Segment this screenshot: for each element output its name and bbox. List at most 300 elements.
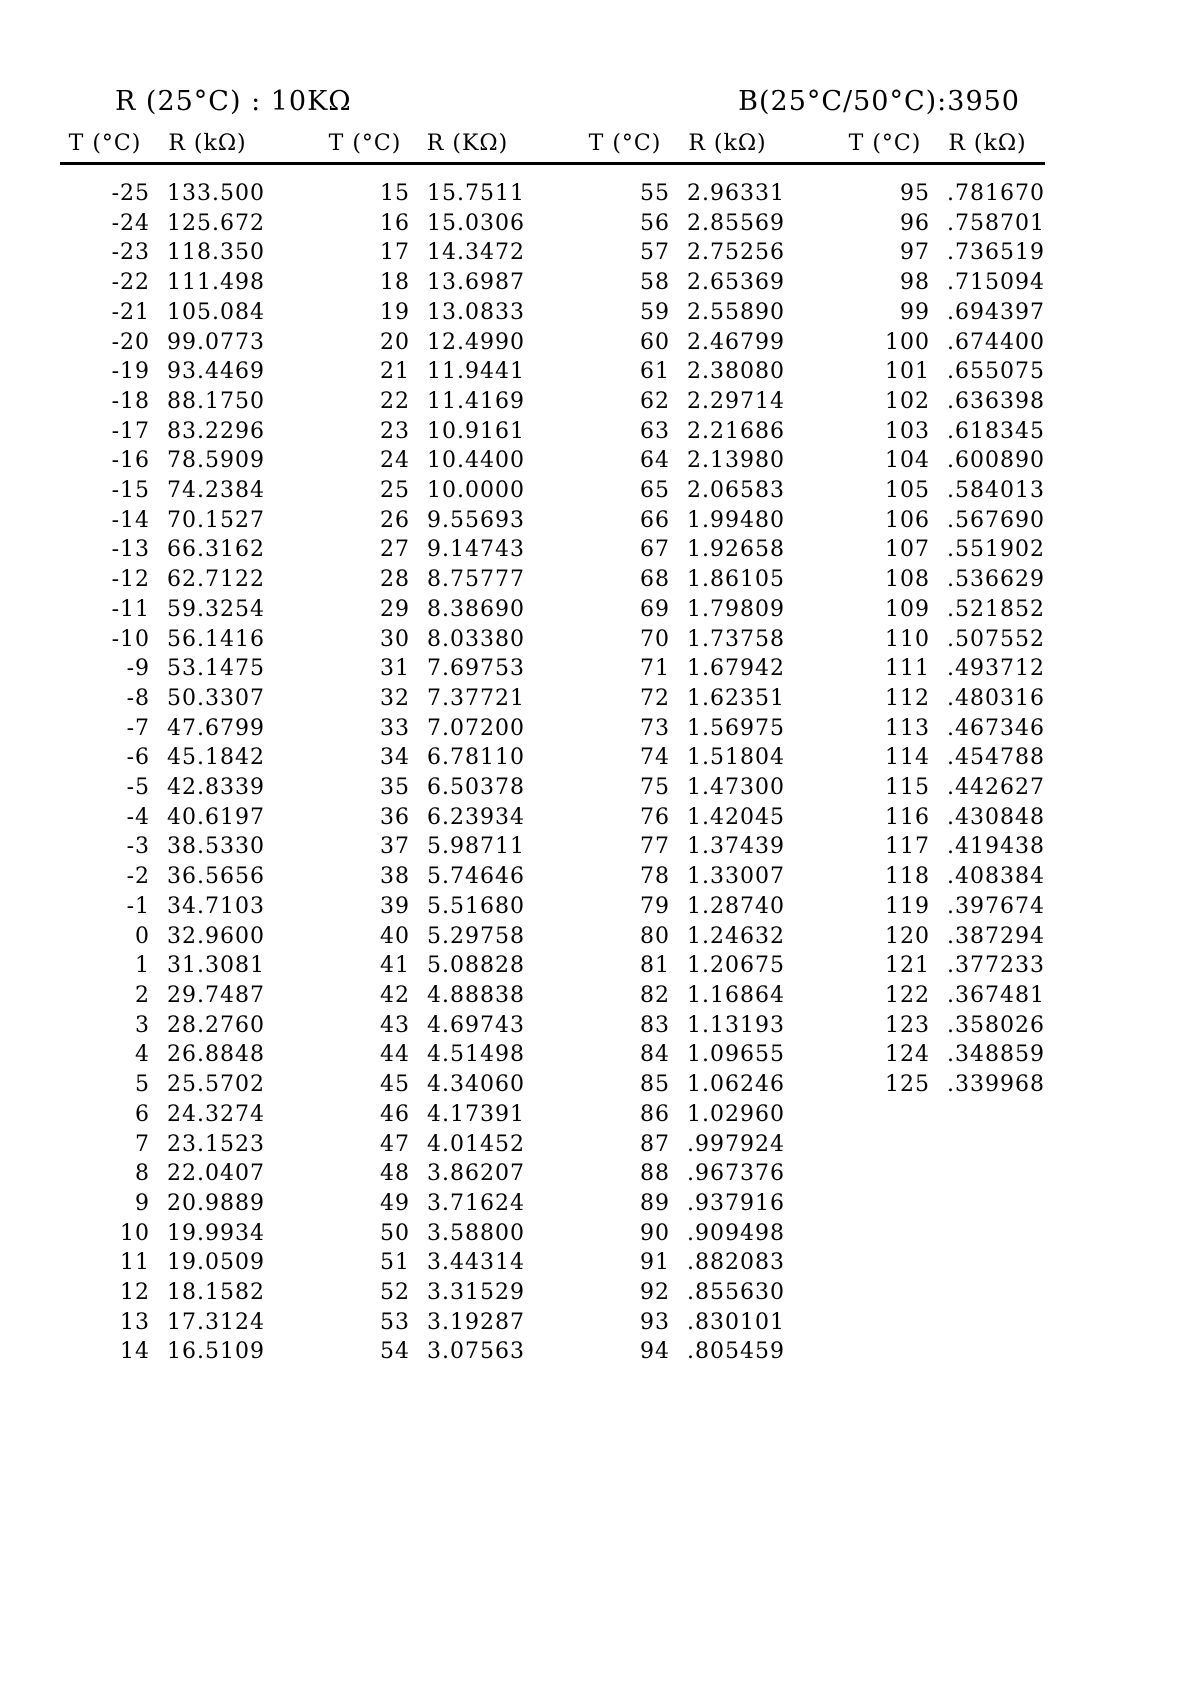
resistance-cell: 15.0306 (427, 210, 525, 236)
temp-cell: -15 (111, 478, 150, 504)
table-row (60, 1130, 1045, 1160)
temp-cell: 40 (380, 923, 410, 949)
temp-cell: -5 (126, 775, 150, 801)
temp-cell: -23 (111, 240, 150, 266)
resistance-cell: 3.86207 (427, 1161, 525, 1187)
resistance-cell: 1.47300 (687, 775, 785, 801)
resistance-cell: .882083 (687, 1250, 785, 1276)
table-body (60, 179, 1045, 1367)
temp-cell: 31 (380, 656, 410, 682)
resistance-cell: 5.29758 (427, 923, 525, 949)
temp-cell (840, 1278, 930, 1308)
temp-cell: 9 (135, 1190, 150, 1216)
resistance-cell: 53.1475 (167, 656, 265, 682)
temp-cell (840, 1219, 930, 1249)
temp-cell (840, 1308, 930, 1338)
resistance-cell: 31.3081 (167, 953, 265, 979)
resistance-cell: 2.46799 (687, 329, 785, 355)
resistance-cell: .967376 (687, 1161, 785, 1187)
table-row (60, 328, 1045, 358)
temp-cell: -21 (111, 299, 150, 325)
resistance-cell (930, 1337, 1045, 1367)
temp-cell: 41 (380, 953, 410, 979)
resistance-column-header: R (KΩ) (426, 131, 509, 156)
resistance-cell: .536629 (947, 567, 1045, 593)
resistance-cell: 6.23934 (427, 804, 525, 830)
resistance-cell: 1.37439 (687, 834, 785, 860)
resistance-cell: 56.1416 (167, 626, 265, 652)
table-row (60, 1248, 1045, 1278)
temp-cell: 100 (885, 329, 930, 355)
temp-cell: -16 (111, 448, 150, 474)
temp-cell: 80 (640, 923, 670, 949)
temp-cell: 5 (135, 1072, 150, 1098)
table-row (60, 951, 1045, 981)
temp-cell: 37 (380, 834, 410, 860)
temp-cell: 94 (640, 1339, 670, 1365)
resistance-cell: 74.2384 (167, 478, 265, 504)
temp-cell: 46 (380, 1101, 410, 1127)
resistance-cell: 2.38080 (687, 359, 785, 385)
temp-cell: 74 (640, 745, 670, 771)
resistance-cell: 2.13980 (687, 448, 785, 474)
temp-cell (840, 1248, 930, 1278)
resistance-cell: 8.03380 (427, 626, 525, 652)
resistance-cell: 2.29714 (687, 388, 785, 414)
resistance-cell: 9.55693 (427, 507, 525, 533)
resistance-cell: 4.01452 (427, 1131, 525, 1157)
resistance-cell: 3.58800 (427, 1220, 525, 1246)
temp-cell: 93 (640, 1309, 670, 1335)
resistance-cell: 36.5656 (167, 864, 265, 890)
temp-cell: 45 (380, 1072, 410, 1098)
temp-cell: 57 (640, 240, 670, 266)
resistance-cell: 1.02960 (687, 1101, 785, 1127)
table-row (60, 1100, 1045, 1130)
temp-cell: 12 (120, 1280, 150, 1306)
temp-cell: -8 (126, 685, 150, 711)
resistance-cell: .636398 (947, 388, 1045, 414)
resistance-cell: 5.74646 (427, 864, 525, 890)
resistance-cell: 16.5109 (167, 1339, 265, 1365)
temp-cell: 123 (885, 1012, 930, 1038)
temp-cell: 16 (380, 210, 410, 236)
resistance-cell: 2.75256 (687, 240, 785, 266)
temp-cell: 34 (380, 745, 410, 771)
resistance-cell: 78.5909 (167, 448, 265, 474)
resistance-cell: 4.51498 (427, 1042, 525, 1068)
resistance-cell: .937916 (687, 1190, 785, 1216)
resistance-cell: 20.9889 (167, 1190, 265, 1216)
resistance-cell: 93.4469 (167, 359, 265, 385)
rating-r25-label: R (25°C) : 10KΩ (115, 86, 352, 117)
resistance-cell: 19.0509 (167, 1250, 265, 1276)
resistance-cell: 13.6987 (427, 270, 525, 296)
resistance-cell: 8.75777 (427, 567, 525, 593)
resistance-cell: 14.3472 (427, 240, 525, 266)
temp-cell: 49 (380, 1190, 410, 1216)
table-row (60, 625, 1045, 655)
temp-cell: 47 (380, 1131, 410, 1157)
temp-cell: 117 (885, 834, 930, 860)
resistance-cell: 1.62351 (687, 685, 785, 711)
resistance-cell: .618345 (947, 418, 1045, 444)
resistance-cell: .454788 (947, 745, 1045, 771)
temp-cell: 29 (380, 596, 410, 622)
resistance-cell: 1.13193 (687, 1012, 785, 1038)
resistance-cell: 2.65369 (687, 270, 785, 296)
temp-cell: 115 (885, 775, 930, 801)
resistance-cell: .855630 (687, 1280, 785, 1306)
resistance-cell: 1.24632 (687, 923, 785, 949)
temp-cell (840, 1159, 930, 1189)
resistance-cell (930, 1159, 1045, 1189)
resistance-cell: .430848 (947, 804, 1045, 830)
table-row (60, 1278, 1045, 1308)
table-row (60, 981, 1045, 1011)
temp-cell: 64 (640, 448, 670, 474)
temp-cell: 25 (380, 478, 410, 504)
resistance-cell: 10.4400 (427, 448, 525, 474)
resistance-cell: 2.85569 (687, 210, 785, 236)
temp-cell: -9 (126, 656, 150, 682)
temp-column-header: T (°C) (848, 131, 922, 156)
temp-cell: 62 (640, 388, 670, 414)
table-row (60, 1219, 1045, 1249)
temp-cell: 15 (380, 181, 410, 206)
table-row (60, 1011, 1045, 1041)
temp-cell: 83 (640, 1012, 670, 1038)
resistance-cell: 9.14743 (427, 537, 525, 563)
table-row (60, 1308, 1045, 1338)
resistance-cell: 2.96331 (687, 181, 785, 206)
temp-cell: 1 (135, 953, 150, 979)
table-row (60, 298, 1045, 328)
resistance-cell: 3.44314 (427, 1250, 525, 1276)
resistance-cell: 125.672 (167, 210, 265, 236)
resistance-cell: 111.498 (167, 270, 265, 296)
temp-cell: 103 (885, 418, 930, 444)
resistance-cell: 99.0773 (167, 329, 265, 355)
temp-cell: 63 (640, 418, 670, 444)
temp-cell: 124 (885, 1042, 930, 1068)
resistance-cell: 88.1750 (167, 388, 265, 414)
resistance-cell (930, 1100, 1045, 1130)
temp-cell: 2 (135, 982, 150, 1008)
resistance-cell: 6.50378 (427, 775, 525, 801)
resistance-cell: .397674 (947, 893, 1045, 919)
resistance-cell: .348859 (947, 1042, 1045, 1068)
resistance-cell: 62.7122 (167, 567, 265, 593)
resistance-cell: .367481 (947, 982, 1045, 1008)
temp-cell: 0 (135, 923, 150, 949)
temp-cell: 114 (885, 745, 930, 771)
resistance-cell: 3.07563 (427, 1339, 525, 1365)
temp-column-header: T (°C) (68, 131, 142, 156)
temp-cell: 105 (885, 478, 930, 504)
temp-cell: 4 (135, 1042, 150, 1068)
temp-cell: 3 (135, 1012, 150, 1038)
resistance-cell: 133.500 (167, 181, 265, 206)
resistance-cell: 70.1527 (167, 507, 265, 533)
temp-cell: 91 (640, 1250, 670, 1276)
resistance-cell: 1.67942 (687, 656, 785, 682)
temp-cell: 27 (380, 537, 410, 563)
temp-cell: 122 (885, 982, 930, 1008)
table-row (60, 357, 1045, 387)
resistance-cell: 2.06583 (687, 478, 785, 504)
temp-cell: -17 (111, 418, 150, 444)
resistance-cell: .442627 (947, 775, 1045, 801)
table-row (60, 862, 1045, 892)
resistance-cell: 7.37721 (427, 685, 525, 711)
temp-cell: 21 (380, 359, 410, 385)
temp-cell: -14 (111, 507, 150, 533)
resistance-temperature-table (60, 131, 1045, 1367)
resistance-cell: .694397 (947, 299, 1045, 325)
temp-cell: 107 (885, 537, 930, 563)
temp-cell: 89 (640, 1190, 670, 1216)
resistance-cell: 1.16864 (687, 982, 785, 1008)
table-row (60, 892, 1045, 922)
temp-cell: 6 (135, 1101, 150, 1127)
resistance-cell: .387294 (947, 923, 1045, 949)
resistance-column-header: R (kΩ) (948, 131, 1027, 156)
resistance-cell: 23.1523 (167, 1131, 265, 1157)
temp-cell: 66 (640, 507, 670, 533)
table-row (60, 446, 1045, 476)
temp-cell: 99 (900, 299, 930, 325)
table-row (60, 238, 1045, 268)
table-row (60, 565, 1045, 595)
temp-cell: 56 (640, 210, 670, 236)
resistance-cell: .567690 (947, 507, 1045, 533)
temp-cell: 48 (380, 1161, 410, 1187)
resistance-cell: .805459 (687, 1339, 785, 1365)
temp-cell: 72 (640, 685, 670, 711)
resistance-cell: 25.5702 (167, 1072, 265, 1098)
resistance-cell: .521852 (947, 596, 1045, 622)
temp-cell: 67 (640, 537, 670, 563)
temp-cell: 44 (380, 1042, 410, 1068)
temp-cell: -13 (111, 537, 150, 563)
temp-cell: 10 (120, 1220, 150, 1246)
temp-cell: 116 (885, 804, 930, 830)
temp-cell: 101 (885, 359, 930, 385)
resistance-cell: 4.34060 (427, 1072, 525, 1098)
resistance-cell: 5.51680 (427, 893, 525, 919)
temp-cell: -19 (111, 359, 150, 385)
resistance-cell: .377233 (947, 953, 1045, 979)
temp-cell: 76 (640, 804, 670, 830)
temp-cell: -12 (111, 567, 150, 593)
resistance-cell: .600890 (947, 448, 1045, 474)
temp-cell: 82 (640, 982, 670, 1008)
resistance-cell: 11.4169 (427, 388, 525, 414)
resistance-cell: .758701 (947, 210, 1045, 236)
temp-cell: 30 (380, 626, 410, 652)
temp-cell: 38 (380, 864, 410, 890)
temp-cell: 51 (380, 1250, 410, 1276)
resistance-cell: 10.0000 (427, 478, 525, 504)
temp-cell: -11 (111, 596, 150, 622)
temp-cell: 22 (380, 388, 410, 414)
temp-cell: 54 (380, 1339, 410, 1365)
temp-cell: 106 (885, 507, 930, 533)
resistance-cell: .358026 (947, 1012, 1045, 1038)
resistance-cell: .467346 (947, 715, 1045, 741)
temp-cell: 20 (380, 329, 410, 355)
temp-cell: 118 (885, 864, 930, 890)
resistance-cell: .909498 (687, 1220, 785, 1246)
resistance-cell: 1.92658 (687, 537, 785, 563)
resistance-cell: 7.07200 (427, 715, 525, 741)
resistance-cell: 42.8339 (167, 775, 265, 801)
temp-cell: 39 (380, 893, 410, 919)
resistance-column-header: R (kΩ) (688, 131, 767, 156)
temp-cell: 17 (380, 240, 410, 266)
temp-cell: 24 (380, 448, 410, 474)
resistance-cell: .997924 (687, 1131, 785, 1157)
temp-cell: 95 (900, 181, 930, 206)
table-row (60, 1189, 1045, 1219)
resistance-cell: 3.31529 (427, 1280, 525, 1306)
temp-cell: 84 (640, 1042, 670, 1068)
resistance-cell: 13.0833 (427, 299, 525, 325)
resistance-cell: 22.0407 (167, 1161, 265, 1187)
temp-cell: 104 (885, 448, 930, 474)
table-row (60, 179, 1045, 209)
resistance-cell (930, 1130, 1045, 1160)
resistance-cell: 66.3162 (167, 537, 265, 563)
temp-cell: 65 (640, 478, 670, 504)
temp-cell: 8 (135, 1161, 150, 1187)
resistance-cell: 47.6799 (167, 715, 265, 741)
resistance-cell: 1.79809 (687, 596, 785, 622)
resistance-cell (930, 1219, 1045, 1249)
temp-cell: 26 (380, 507, 410, 533)
temp-cell: 87 (640, 1131, 670, 1157)
temp-cell: 79 (640, 893, 670, 919)
table-row (60, 803, 1045, 833)
temp-cell: 73 (640, 715, 670, 741)
temp-cell: -25 (111, 181, 150, 206)
resistance-cell: 3.71624 (427, 1190, 525, 1216)
table-row (60, 714, 1045, 744)
table-row (60, 595, 1045, 625)
resistance-cell (930, 1189, 1045, 1219)
table-row (60, 476, 1045, 506)
temp-cell: 53 (380, 1309, 410, 1335)
resistance-cell: 15.7511 (427, 181, 525, 206)
table-header-row (60, 131, 1045, 165)
temp-cell: 61 (640, 359, 670, 385)
table-row (60, 387, 1045, 417)
resistance-cell: 2.55890 (687, 299, 785, 325)
resistance-cell: 4.69743 (427, 1012, 525, 1038)
temp-cell: 18 (380, 270, 410, 296)
temp-cell: 96 (900, 210, 930, 236)
temp-cell: 52 (380, 1280, 410, 1306)
temp-cell: -7 (126, 715, 150, 741)
temp-cell: 108 (885, 567, 930, 593)
resistance-cell: 1.86105 (687, 567, 785, 593)
resistance-cell: 19.9934 (167, 1220, 265, 1246)
temp-cell: 98 (900, 270, 930, 296)
resistance-cell: 5.98711 (427, 834, 525, 860)
temp-cell: -4 (126, 804, 150, 830)
table-row (60, 506, 1045, 536)
resistance-cell: 28.2760 (167, 1012, 265, 1038)
temp-cell: 69 (640, 596, 670, 622)
table-row (60, 209, 1045, 239)
table-row (60, 922, 1045, 952)
temp-cell (840, 1189, 930, 1219)
resistance-cell: 45.1842 (167, 745, 265, 771)
temp-cell: -18 (111, 388, 150, 414)
temp-cell: 32 (380, 685, 410, 711)
temp-cell: 50 (380, 1220, 410, 1246)
temp-cell: 42 (380, 982, 410, 1008)
resistance-cell: 50.3307 (167, 685, 265, 711)
temp-cell: 19 (380, 299, 410, 325)
resistance-cell: 118.350 (167, 240, 265, 266)
temp-cell: 88 (640, 1161, 670, 1187)
temp-cell: 35 (380, 775, 410, 801)
resistance-cell: .715094 (947, 270, 1045, 296)
resistance-cell: 1.09655 (687, 1042, 785, 1068)
resistance-cell: .830101 (687, 1309, 785, 1335)
temp-cell: 86 (640, 1101, 670, 1127)
resistance-cell: .736519 (947, 240, 1045, 266)
resistance-cell: .655075 (947, 359, 1045, 385)
temp-cell: 120 (885, 923, 930, 949)
temp-cell: 23 (380, 418, 410, 444)
temp-cell: 36 (380, 804, 410, 830)
temp-cell: 33 (380, 715, 410, 741)
temp-cell: 113 (885, 715, 930, 741)
temp-cell: 78 (640, 864, 670, 890)
temp-cell: 121 (885, 953, 930, 979)
temp-cell: 77 (640, 834, 670, 860)
temp-cell: 58 (640, 270, 670, 296)
temp-cell: 28 (380, 567, 410, 593)
resistance-cell: 4.88838 (427, 982, 525, 1008)
resistance-cell: .419438 (947, 834, 1045, 860)
title-row (115, 86, 1020, 117)
resistance-cell (930, 1308, 1045, 1338)
temp-cell: 11 (120, 1250, 150, 1276)
temp-cell (840, 1337, 930, 1367)
temp-column-header: T (°C) (328, 131, 402, 156)
resistance-cell: 1.20675 (687, 953, 785, 979)
temp-cell: 60 (640, 329, 670, 355)
temp-cell: 43 (380, 1012, 410, 1038)
temp-cell: 7 (135, 1131, 150, 1157)
temp-column-header: T (°C) (588, 131, 662, 156)
temp-cell: 81 (640, 953, 670, 979)
resistance-cell: .493712 (947, 656, 1045, 682)
temp-cell: 102 (885, 388, 930, 414)
table-row (60, 535, 1045, 565)
temp-cell: -24 (111, 210, 150, 236)
resistance-cell: .551902 (947, 537, 1045, 563)
resistance-cell: .674400 (947, 329, 1045, 355)
temp-cell: 14 (120, 1339, 150, 1365)
resistance-cell: 2.21686 (687, 418, 785, 444)
table-row (60, 773, 1045, 803)
temp-cell: -20 (111, 329, 150, 355)
